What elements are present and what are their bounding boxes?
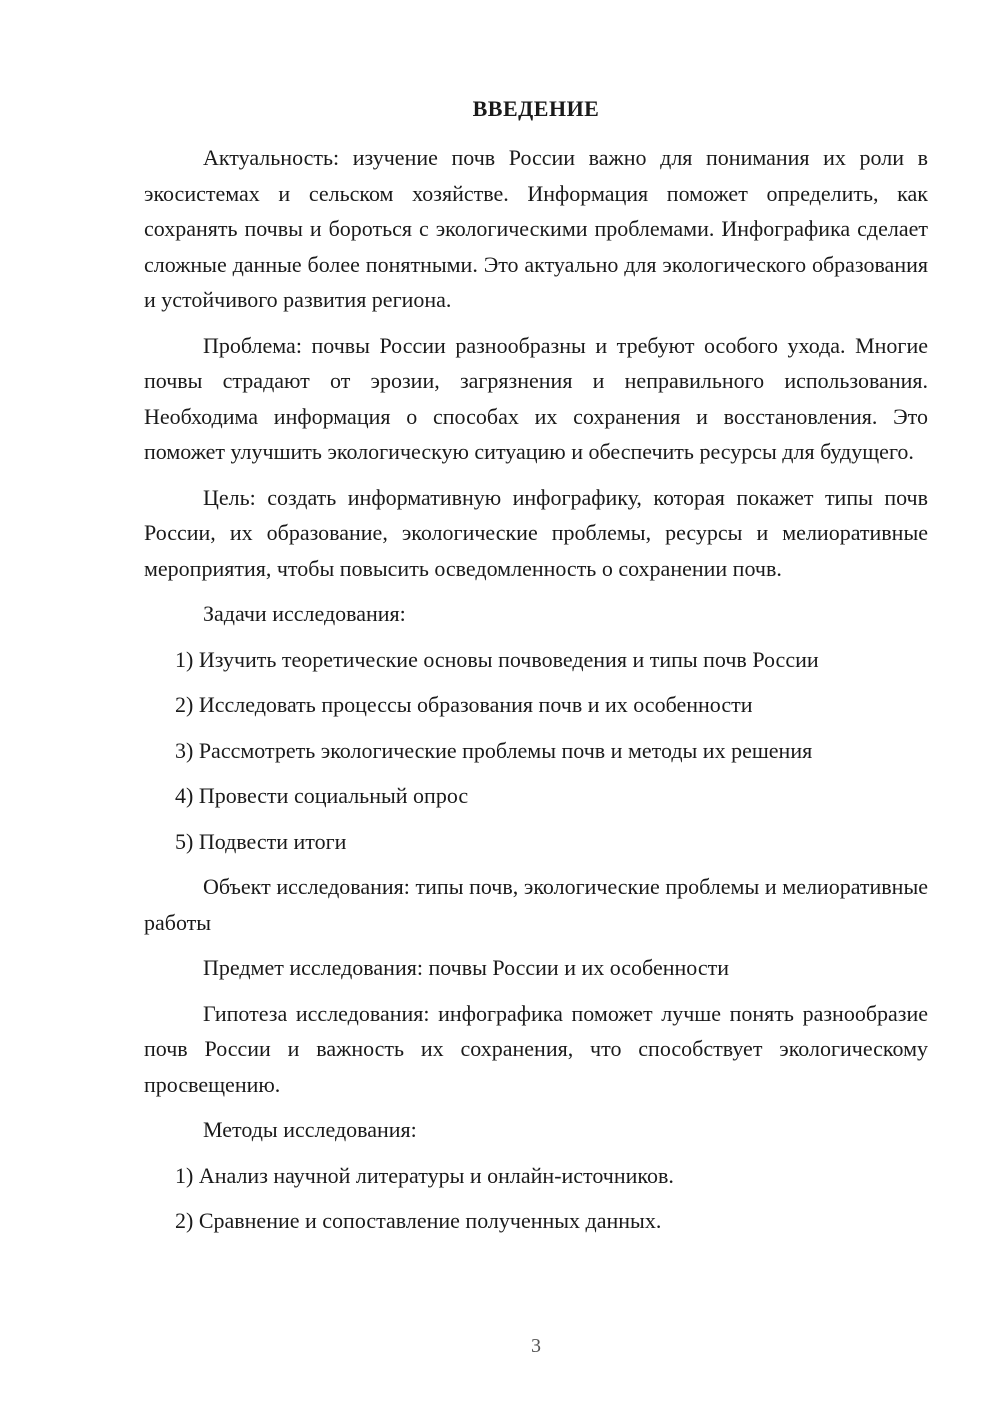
problem-paragraph: Проблема: почвы России разнообразны и требуют особого ухода. Многие почвы страдают от эрозии, загрязнения и неправильного использования. Необходима информация о способах их сохранения и восстановления. Это поможет улучшить экологическую ситуацию и обеспечить ресурсы для будущего. (144, 332, 928, 464)
task-item: 1) Изучить теоретические основы почвоведения и типы почв России (175, 646, 819, 672)
methods-heading: Методы исследования: (203, 1117, 417, 1142)
tasks-heading: Задачи исследования: (203, 601, 406, 626)
method-item: 1) Анализ научной литературы и онлайн-источников. (175, 1162, 674, 1188)
task-item: 3) Рассмотреть экологические проблемы почв и методы их решения (175, 737, 813, 763)
hypothesis-paragraph: Гипотеза исследования: инфографика поможет лучше понять разнообразие почв России и важность их сохранения, что способствует экологическому просвещению. (144, 1000, 928, 1097)
goal-paragraph: Цель: создать информативную инфографику, которая покажет типы почв России, их образование, экологические проблемы, ресурсы и мелиоративные мероприятия, чтобы повысить осведомленность о сохранении почв. (144, 484, 928, 581)
subject-paragraph: Предмет исследования: почвы России и их особенности (203, 955, 729, 980)
tasks-list (144, 642, 928, 860)
page-number: 3 (531, 1335, 541, 1357)
task-item: 2) Исследовать процессы образования почв и их особенности (175, 692, 753, 717)
document-body (144, 140, 928, 1249)
methods-list (144, 1158, 928, 1239)
relevance-paragraph: Актуальность: изучение почв России важно для понимания их роли в экосистемах и сельском хозяйстве. Информация поможет определить, как сохранять почвы и бороться с экологическими проблемами. Инфографика сделает сложные данные более понятными. Это актуально для экологического образования и устойчивого развития региона. (144, 145, 928, 312)
task-item: 4) Провести социальный опрос (175, 783, 469, 808)
object-paragraph: Объект исследования: типы почв, экологические проблемы и мелиоративные работы (144, 874, 928, 935)
task-item: 5) Подвести итоги (175, 828, 347, 854)
method-item: 2) Сравнение и сопоставление полученных данных. (175, 1208, 662, 1233)
page-title: ВВЕДЕНИЕ (472, 96, 600, 121)
